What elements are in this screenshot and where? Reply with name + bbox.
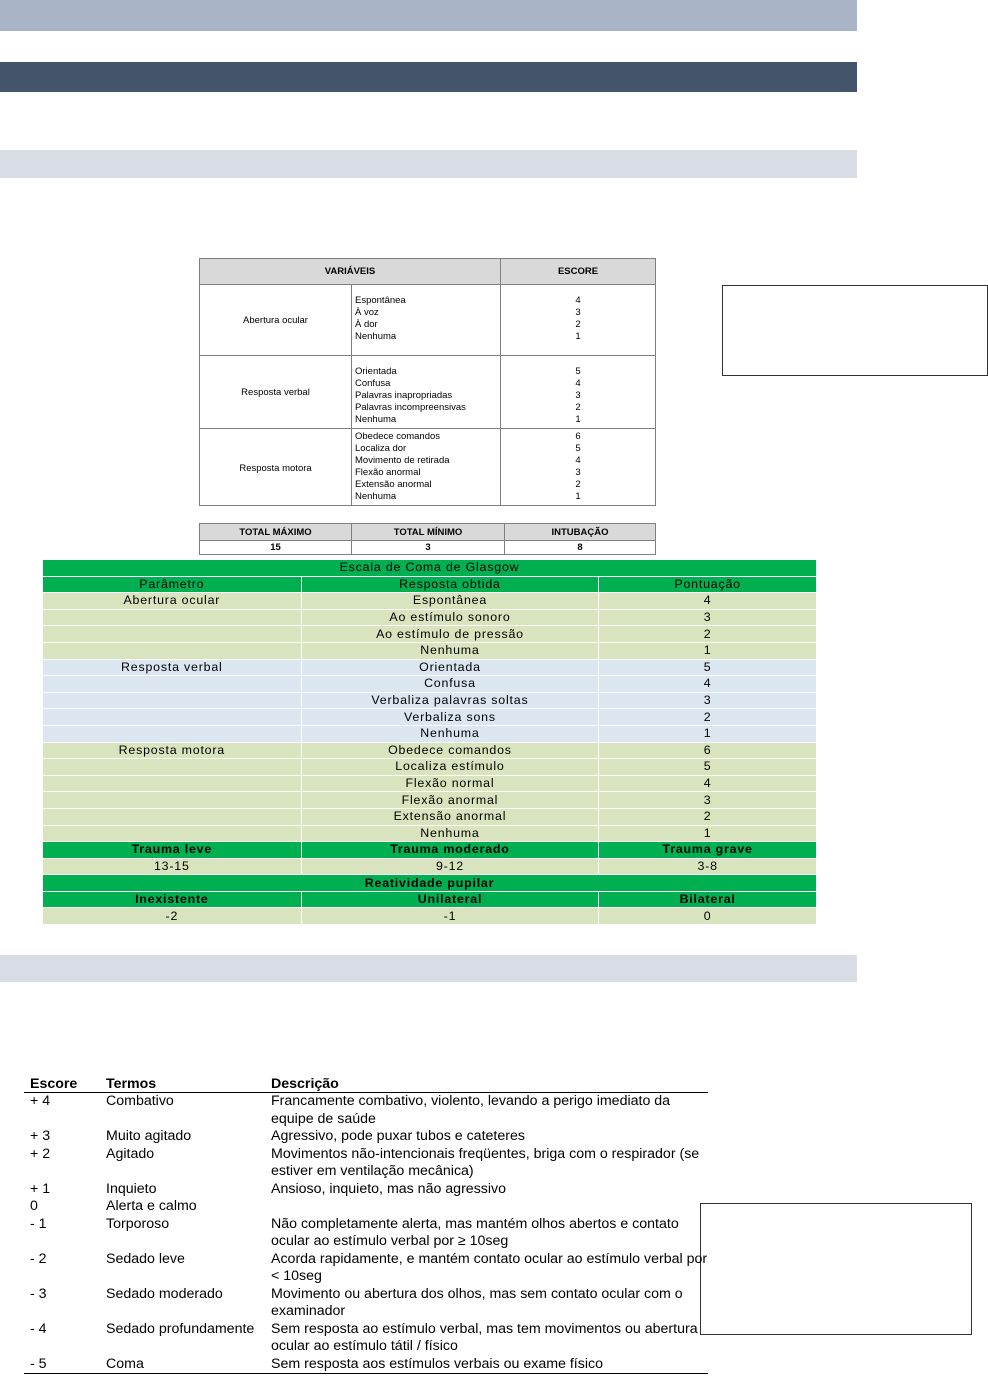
- inexistente-value: -2: [43, 908, 302, 925]
- table-row: [43, 825, 817, 842]
- parameter-cell: [43, 709, 302, 726]
- term-cell: Agitado: [106, 1145, 155, 1162]
- header-total-minimo: TOTAL MÍNIMO: [352, 524, 505, 541]
- table-row: [43, 593, 817, 610]
- header-total-maximo: TOTAL MÁXIMO: [200, 524, 352, 541]
- score-cell: + 2: [30, 1145, 51, 1162]
- response-cell: Extensão anormal: [301, 808, 599, 825]
- score: 3: [575, 390, 581, 401]
- section-subtitle-bar-2: [0, 955, 857, 982]
- score: 1: [575, 331, 581, 342]
- table-row: [24, 1321, 708, 1356]
- response: Nenhuma: [355, 414, 397, 425]
- score: 6: [575, 431, 581, 442]
- table-row: [43, 676, 817, 693]
- score-cell: - 2: [30, 1250, 47, 1267]
- score-cell: - 4: [30, 1320, 47, 1337]
- response-cell: Ao estímulo de pressão: [301, 626, 599, 643]
- term-cell: Sedado moderado: [106, 1285, 223, 1302]
- table-row: [43, 659, 817, 676]
- term-cell: Combativo: [106, 1093, 174, 1109]
- term-cell: Coma: [100, 1356, 265, 1374]
- response-cell: Ao estímulo sonoro: [301, 609, 599, 626]
- description-cell: Sem resposta aos estímulos verbais ou exame físico: [265, 1356, 708, 1374]
- score: 5: [575, 366, 581, 377]
- score-cell: + 1: [30, 1180, 51, 1197]
- parameter-cell: [43, 692, 302, 709]
- term-cell: Alerta e calmo: [106, 1198, 197, 1214]
- parameter-cell: [43, 808, 302, 825]
- table-row: [43, 626, 817, 643]
- response-cell: Espontânea: [301, 593, 599, 610]
- notes-box-1: [722, 285, 988, 376]
- score-cell: - 3: [30, 1285, 47, 1302]
- parameter-cell: [43, 609, 302, 626]
- response-cell: Nenhuma: [301, 725, 599, 742]
- parameter-cell: [43, 725, 302, 742]
- response: Orientada: [355, 366, 397, 377]
- response: Nenhuma: [355, 491, 397, 502]
- score: 3: [575, 307, 581, 318]
- table-row: [43, 792, 817, 809]
- parameter-cell: Resposta verbal: [43, 659, 302, 676]
- score-cell: 1: [599, 725, 817, 742]
- table-row: [24, 1216, 708, 1251]
- intubacao-value: 8: [505, 541, 656, 555]
- description-cell: [265, 1198, 708, 1216]
- term-cell: Muito agitado: [106, 1128, 192, 1144]
- score-cell: - 1: [30, 1215, 47, 1232]
- term-cell: Sedado leve: [106, 1250, 185, 1267]
- parameter-cell: [43, 759, 302, 776]
- table-row: [43, 808, 817, 825]
- response: Confusa: [355, 378, 391, 389]
- trauma-grave-value: 3-8: [599, 858, 817, 875]
- total-minimo-value: 3: [352, 541, 505, 555]
- description-cell: Francamente combativo, violento, levando a perigo imediato da equipe de saúde: [271, 1093, 671, 1127]
- trauma-moderado-value: 9-12: [301, 858, 599, 875]
- header-variaveis: VARIÁVEIS: [200, 259, 501, 285]
- header-parametro: Parâmetro: [43, 576, 302, 593]
- score-cell: 0: [30, 1198, 38, 1214]
- response-cell: Verbaliza sons: [301, 709, 599, 726]
- table-row: [200, 429, 656, 506]
- table-row: [24, 1146, 708, 1181]
- unilateral-value: -1: [301, 908, 599, 925]
- score: 2: [575, 479, 581, 490]
- response: Extensão anormal: [355, 479, 432, 490]
- table-row: [43, 642, 817, 659]
- score: 1: [575, 491, 581, 502]
- scores-cell: [501, 356, 656, 429]
- response: Obedece comandos: [355, 431, 441, 442]
- description-cell: Movimento ou abertura dos olhos, mas sem contato ocular com o examinador: [271, 1285, 683, 1319]
- description-cell: Sem resposta ao estímulo verbal, mas tem movimentos ou abertura ocular ao estímulo tátil / físico: [271, 1320, 698, 1354]
- score-cell: 2: [599, 709, 817, 726]
- response-cell: Verbaliza palavras soltas: [301, 692, 599, 709]
- header-resposta: Resposta obtida: [301, 576, 599, 593]
- response-cell: Flexão normal: [301, 775, 599, 792]
- description-cell: Ansioso, inquieto, mas não agressivo: [271, 1180, 507, 1197]
- response: Movimento de retirada: [355, 455, 450, 466]
- scores-cell: [501, 285, 656, 356]
- response: Palavras incompreensivas: [355, 402, 466, 413]
- table-row: [200, 285, 656, 356]
- parameter-cell: [43, 792, 302, 809]
- table-row: [43, 709, 817, 726]
- score: 4: [575, 455, 581, 466]
- score-cell: + 4: [30, 1093, 51, 1109]
- section-subtitle-bar: [0, 150, 857, 178]
- parameter-cell: [43, 642, 302, 659]
- section-title-bar: [0, 62, 857, 92]
- header-trauma-grave: Trauma grave: [599, 842, 817, 859]
- table-row: [24, 1181, 708, 1199]
- description-cell: Acorda rapidamente, e mantém contato ocular ao estímulo verbal por < 10seg: [271, 1250, 708, 1284]
- response: Nenhuma: [355, 331, 397, 342]
- variable-cell: Resposta verbal: [200, 356, 352, 429]
- response: Localiza dor: [355, 443, 407, 454]
- header-pontuacao: Pontuação: [599, 576, 817, 593]
- parameter-cell: [43, 775, 302, 792]
- score-cell: 5: [599, 659, 817, 676]
- header-unilateral: Unilateral: [301, 891, 599, 908]
- response: Espontânea: [355, 295, 406, 306]
- total-maximo-value: 15: [200, 541, 352, 555]
- score-cell: - 5: [24, 1356, 100, 1374]
- response-cell: Obedece comandos: [301, 742, 599, 759]
- header-escore: ESCORE: [501, 259, 656, 285]
- table-row: [43, 742, 817, 759]
- score-cell: 4: [599, 676, 817, 693]
- parameter-cell: Resposta motora: [43, 742, 302, 759]
- score-cell: 6: [599, 742, 817, 759]
- table-row: [24, 1286, 708, 1321]
- response: À dor: [355, 319, 378, 330]
- table-row: [43, 725, 817, 742]
- table-row: [43, 775, 817, 792]
- score-cell: 4: [599, 775, 817, 792]
- parameter-cell: [43, 626, 302, 643]
- description-cell: Movimentos não-intencionais freqüentes, briga com o respirador (se estiver em ventilação mecânica): [271, 1145, 700, 1179]
- header-trauma-moderado: Trauma moderado: [301, 842, 599, 859]
- response-cell: Nenhuma: [301, 825, 599, 842]
- score-cell: + 3: [30, 1128, 51, 1144]
- score-cell: 5: [599, 759, 817, 776]
- glasgow-green-table: [42, 559, 817, 925]
- header-escore: Escore: [24, 1075, 100, 1093]
- score-cell: 3: [599, 609, 817, 626]
- table-row: [200, 356, 656, 429]
- trauma-leve-value: 13-15: [43, 858, 302, 875]
- response-cell: Flexão anormal: [301, 792, 599, 809]
- table-row: [24, 1198, 708, 1216]
- term-cell: Sedado profundamente: [106, 1320, 255, 1337]
- score-cell: 2: [599, 808, 817, 825]
- table-row: [43, 692, 817, 709]
- top-header-bar: [0, 0, 857, 31]
- table-row: [43, 759, 817, 776]
- response-cell: Localiza estímulo: [301, 759, 599, 776]
- score-cell: 2: [599, 626, 817, 643]
- score: 1: [575, 414, 581, 425]
- response: Palavras inapropriadas: [355, 390, 453, 401]
- pupil-title: Reatividade pupilar: [43, 875, 817, 892]
- table-row: [24, 1093, 708, 1129]
- bilateral-value: 0: [599, 908, 817, 925]
- table-row: [24, 1128, 708, 1146]
- header-bilateral: Bilateral: [599, 891, 817, 908]
- term-cell: Torporoso: [106, 1215, 170, 1232]
- header-termos: Termos: [100, 1075, 265, 1093]
- response-cell: Orientada: [301, 659, 599, 676]
- description-cell: Não completamente alerta, mas mantém olhos abertos e contato ocular ao estímulo verbal por ≥ 10seg: [271, 1215, 679, 1249]
- table-row: [43, 609, 817, 626]
- score: 3: [575, 467, 581, 478]
- responses-cell: [352, 429, 501, 506]
- score: 4: [575, 295, 581, 306]
- score-cell: 3: [599, 792, 817, 809]
- description-cell: Agressivo, pode puxar tubos e cateteres: [271, 1128, 525, 1144]
- score-cell: 1: [599, 642, 817, 659]
- header-trauma-leve: Trauma leve: [43, 842, 302, 859]
- score-cell: 1: [599, 825, 817, 842]
- response-cell: Nenhuma: [301, 642, 599, 659]
- header-intubacao: INTUBAÇÃO: [505, 524, 656, 541]
- responses-cell: [352, 356, 501, 429]
- score-cell: 3: [599, 692, 817, 709]
- table-title: Escala de Coma de Glasgow: [43, 560, 817, 577]
- response-cell: Confusa: [301, 676, 599, 693]
- score: 4: [575, 378, 581, 389]
- scores-cell: [501, 429, 656, 506]
- score: 2: [575, 402, 581, 413]
- responses-cell: [352, 285, 501, 356]
- parameter-cell: [43, 676, 302, 693]
- table-row: [24, 1356, 708, 1374]
- score: 2: [575, 319, 581, 330]
- parameter-cell: Abertura ocular: [43, 593, 302, 610]
- term-cell: Inquieto: [106, 1180, 157, 1197]
- response: À voz: [355, 307, 379, 318]
- variable-cell: Resposta motora: [200, 429, 352, 506]
- table-row: [24, 1251, 708, 1286]
- parameter-cell: [43, 825, 302, 842]
- glasgow-totals-table: [199, 523, 656, 555]
- notes-box-2: [700, 1203, 972, 1335]
- rass-table: [24, 1075, 708, 1374]
- variable-cell: Abertura ocular: [200, 285, 352, 356]
- score-cell: 4: [599, 593, 817, 610]
- response: Flexão anormal: [355, 467, 421, 478]
- score: 5: [575, 443, 581, 454]
- glasgow-classic-table: [199, 258, 656, 506]
- header-inexistente: Inexistente: [43, 891, 302, 908]
- header-descricao: Descrição: [265, 1075, 708, 1093]
